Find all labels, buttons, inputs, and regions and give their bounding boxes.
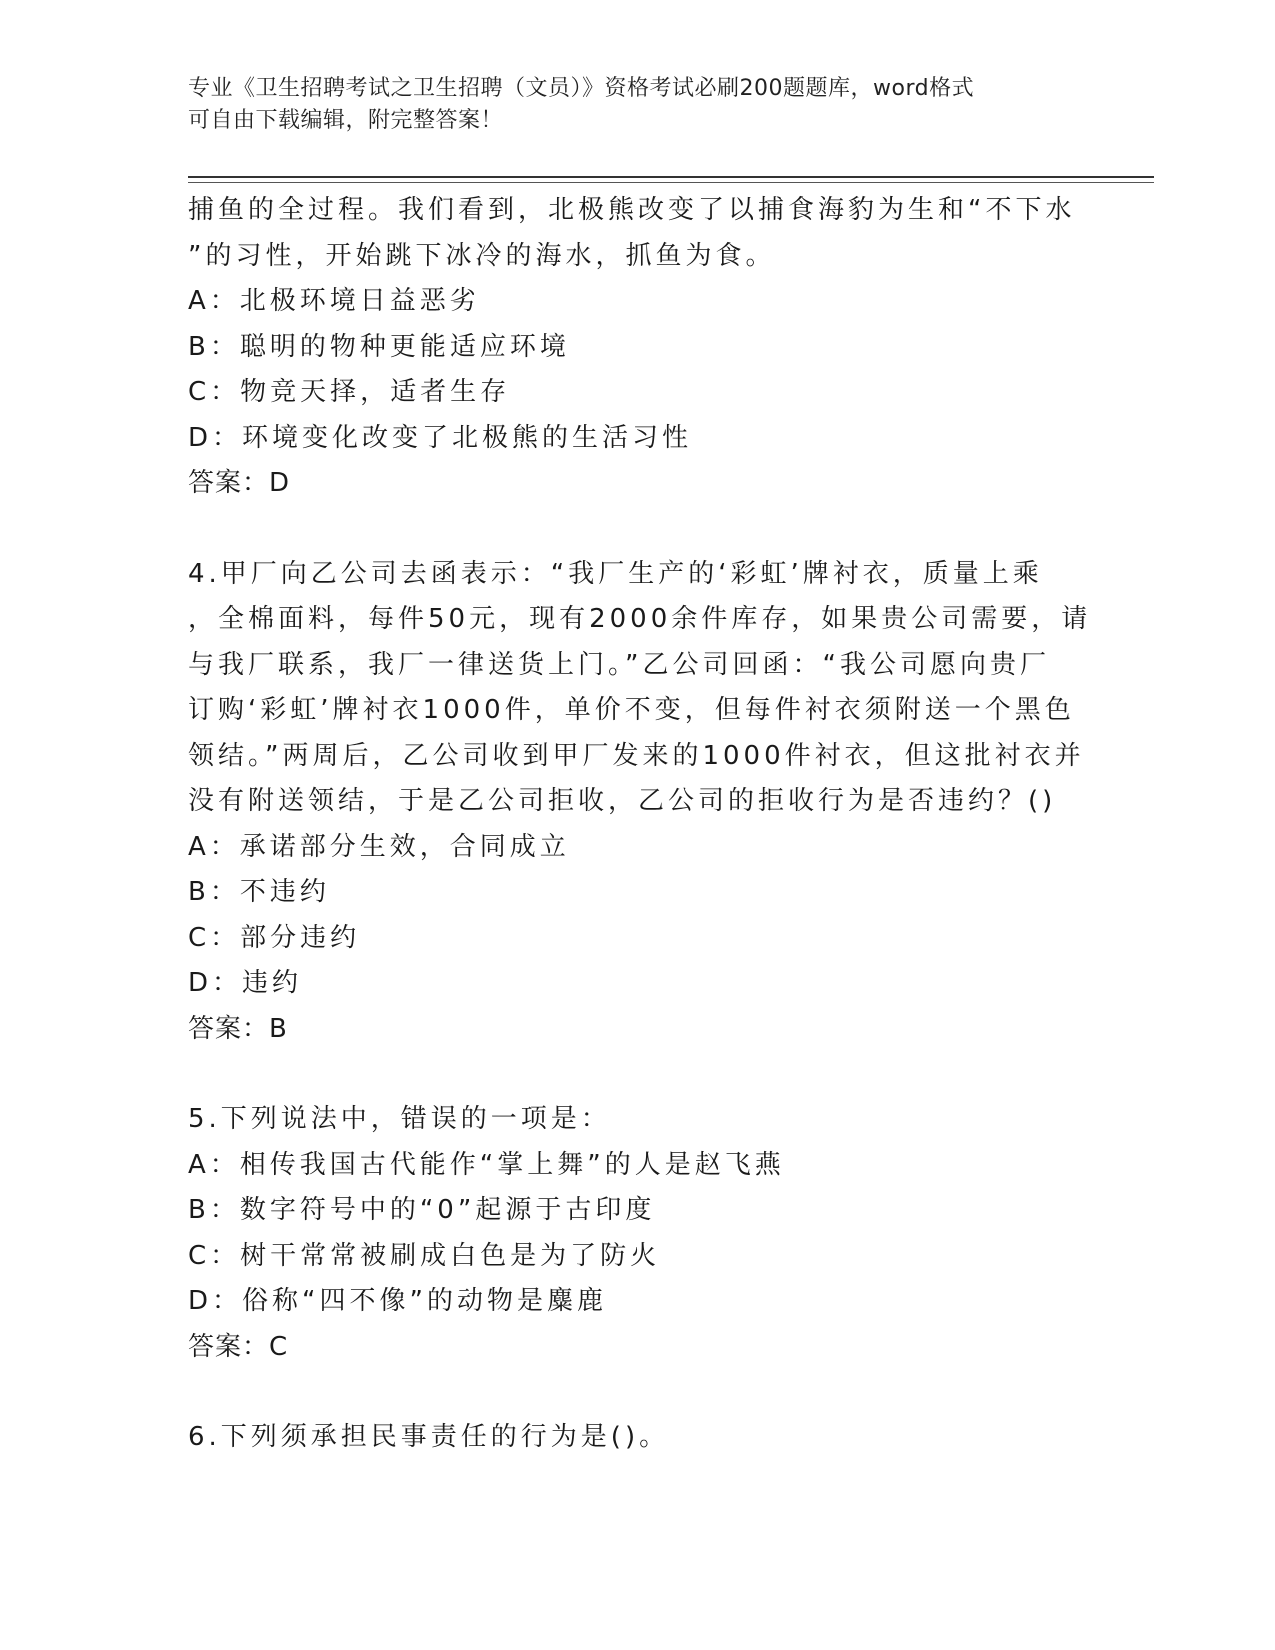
q4-option-a: A：承诺部分生效，合同成立: [188, 831, 570, 862]
question-6-block: [188, 1415, 1088, 1461]
q4-line-2: ，全棉面料，每件50元，现有2000余件库存，如果贵公司需要，请: [188, 604, 1092, 634]
q3-option-d: D：环境变化改变了北极熊的生活习性: [188, 422, 693, 453]
q3-option-a: A：北极环境日益恶劣: [188, 286, 480, 316]
q3-option-c: C：物竞天择，适者生存: [188, 377, 511, 407]
spacer: [188, 1370, 1088, 1415]
q3-option-b: B：聪明的物种更能适应环境: [188, 331, 570, 362]
q5-question: 5.下列说法中，错误的一项是：: [188, 1104, 611, 1134]
question-4-block: [188, 552, 1092, 1053]
question-5-block: [188, 1097, 1088, 1370]
spacer: [188, 507, 1088, 552]
header-rule-thin: [188, 182, 1154, 183]
q4-option-d: D：违约: [188, 968, 303, 998]
q6-question: 6.下列须承担民事责任的行为是()。: [188, 1422, 670, 1452]
q5-answer: 答案：C: [188, 1331, 289, 1362]
q3-answer: 答案：D: [188, 468, 291, 498]
q3-continuation-line-1: 捕鱼的全过程。我们看到，北极熊改变了以捕食海豹为生和“不下水: [188, 195, 1076, 225]
spacer: [188, 1052, 1088, 1097]
q4-line-3: 与我厂联系，我厂一律送货上门。”乙公司回函：“我公司愿向贵厂: [188, 649, 1050, 680]
header-line-2: 可自由下载编辑，附完整答案！: [188, 108, 504, 133]
header-rule-thick: [188, 176, 1154, 178]
header-line-1: 专业《卫生招聘考试之卫生招聘（文员）》资格考试必刷200题题库，word格式: [188, 76, 975, 101]
q5-option-a: A：相传我国古代能作“掌上舞”的人是赵飞燕: [188, 1149, 785, 1180]
q4-option-b: B：不违约: [188, 877, 330, 907]
q5-option-b: B：数字符号中的“0”起源于古印度: [188, 1195, 656, 1225]
question-3-block: [188, 188, 1088, 507]
q4-line-5: 领结。”两周后，乙公司收到甲厂发来的1000件衬衣，但这批衬衣并: [188, 740, 1085, 771]
q5-option-d: D：俗称“四不像”的动物是麋鹿: [188, 1286, 607, 1316]
q4-option-c: C：部分违约: [188, 922, 361, 953]
q4-line-1: 4.甲厂向乙公司去函表示：“我厂生产的‘彩虹’牌衬衣，质量上乘: [188, 558, 1043, 589]
page-header: [188, 73, 1068, 137]
q3-continuation-line-2: ”的习性，开始跳下冰冷的海水，抓鱼为食。: [188, 240, 776, 271]
q4-line-6: 没有附送领结，于是乙公司拒收，乙公司的拒收行为是否违约？(): [188, 786, 1057, 816]
question-content: [188, 188, 1092, 1461]
q5-option-c: C：树干常常被刷成白色是为了防火: [188, 1240, 661, 1271]
q4-answer: 答案：B: [188, 1013, 288, 1044]
q4-line-4: 订购‘彩虹’牌衬衣1000件，单价不变，但每件衬衣须附送一个黑色: [188, 695, 1075, 725]
